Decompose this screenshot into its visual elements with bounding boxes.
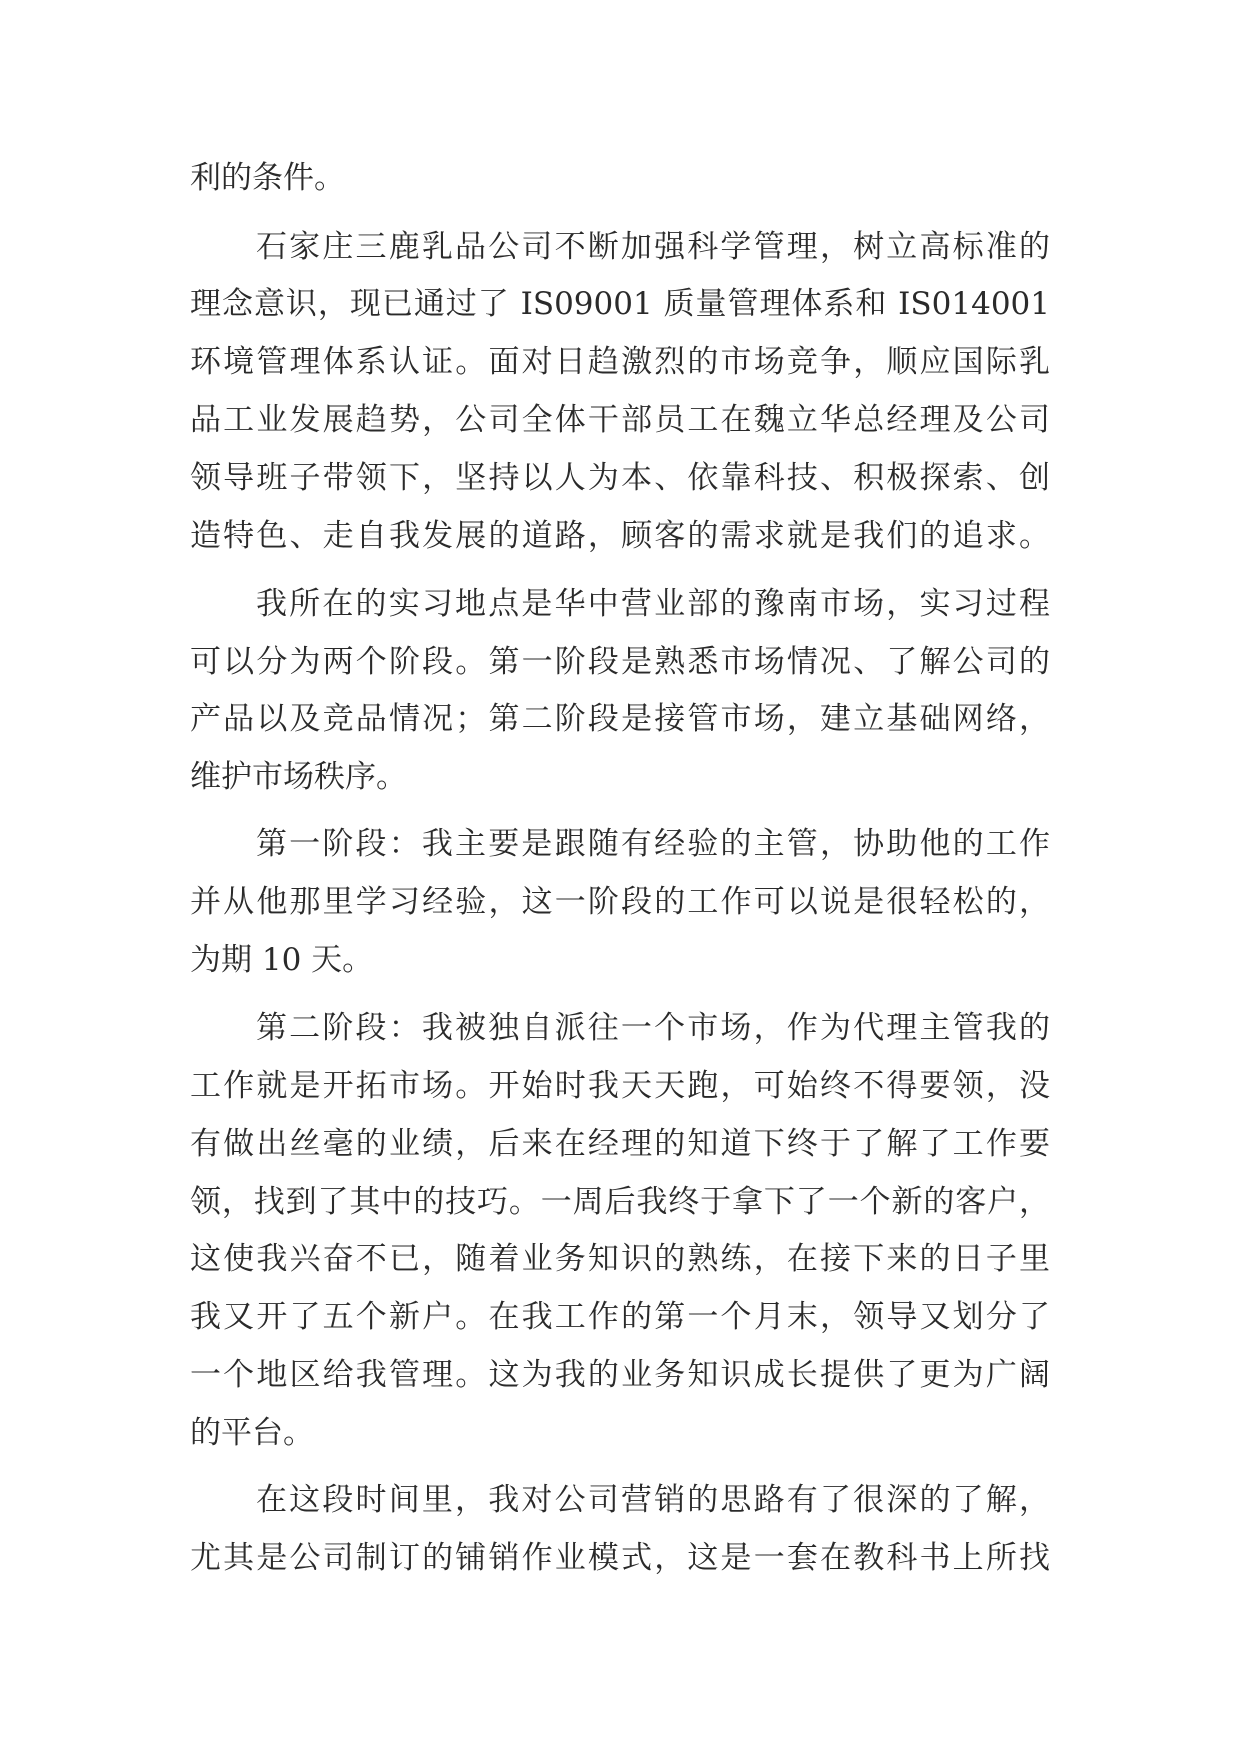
- text-line: 工作就是开拓市场。开始时我天天跑，可始终不得要领，没: [190, 1068, 1050, 1104]
- text-line: 在这段时间里，我对公司营销的思路有了很深的了解，: [256, 1482, 1050, 1518]
- text-line: 这使我兴奋不已，随着业务知识的熟练，在接下来的日子里: [190, 1241, 1050, 1277]
- text-line: 领导班子带领下，坚持以人为本、依靠科技、积极探索、创: [190, 460, 1050, 496]
- text-line: 维护市场秩序。: [190, 759, 407, 795]
- text-line: 我又开了五个新户。在我工作的第一个月末，领导又划分了: [190, 1299, 1050, 1335]
- text-line: 环境管理体系认证。面对日趋激烈的市场竞争，顺应国际乳: [190, 344, 1050, 380]
- text-line: 理念意识，现已通过了 IS09001 质量管理体系和 IS014001: [190, 286, 1050, 322]
- text-line: 第一阶段：我主要是跟随有经验的主管，协助他的工作: [256, 826, 1050, 862]
- text-line: 可以分为两个阶段。第一阶段是熟悉市场情况、了解公司的: [190, 644, 1050, 680]
- text-line: 为期 10 天。: [190, 942, 374, 978]
- text-line: 我所在的实习地点是华中营业部的豫南市场，实习过程: [256, 586, 1050, 622]
- text-line: 的平台。: [190, 1415, 314, 1451]
- text-line: 石家庄三鹿乳品公司不断加强科学管理，树立高标准的: [256, 229, 1050, 265]
- text-line: 品工业发展趋势，公司全体干部员工在魏立华总经理及公司: [190, 402, 1050, 438]
- text-line: 并从他那里学习经验，这一阶段的工作可以说是很轻松的，: [190, 884, 1050, 920]
- text-line: 利的条件。: [190, 160, 345, 196]
- text-line: 领，找到了其中的技巧。一周后我终于拿下了一个新的客户，: [190, 1184, 1050, 1220]
- text-line: 有做出丝毫的业绩，后来在经理的知道下终于了解了工作要: [190, 1126, 1050, 1162]
- text-line: 尤其是公司制订的铺销作业模式，这是一套在教科书上所找: [190, 1540, 1050, 1576]
- text-line: 第二阶段：我被独自派往一个市场，作为代理主管我的: [256, 1010, 1050, 1046]
- text-line: 造特色、走自我发展的道路，顾客的需求就是我们的追求。: [190, 518, 1050, 554]
- text-line: 产品以及竞品情况；第二阶段是接管市场，建立基础网络，: [190, 701, 1050, 737]
- text-line: 一个地区给我管理。这为我的业务知识成长提供了更为广阔: [190, 1357, 1050, 1393]
